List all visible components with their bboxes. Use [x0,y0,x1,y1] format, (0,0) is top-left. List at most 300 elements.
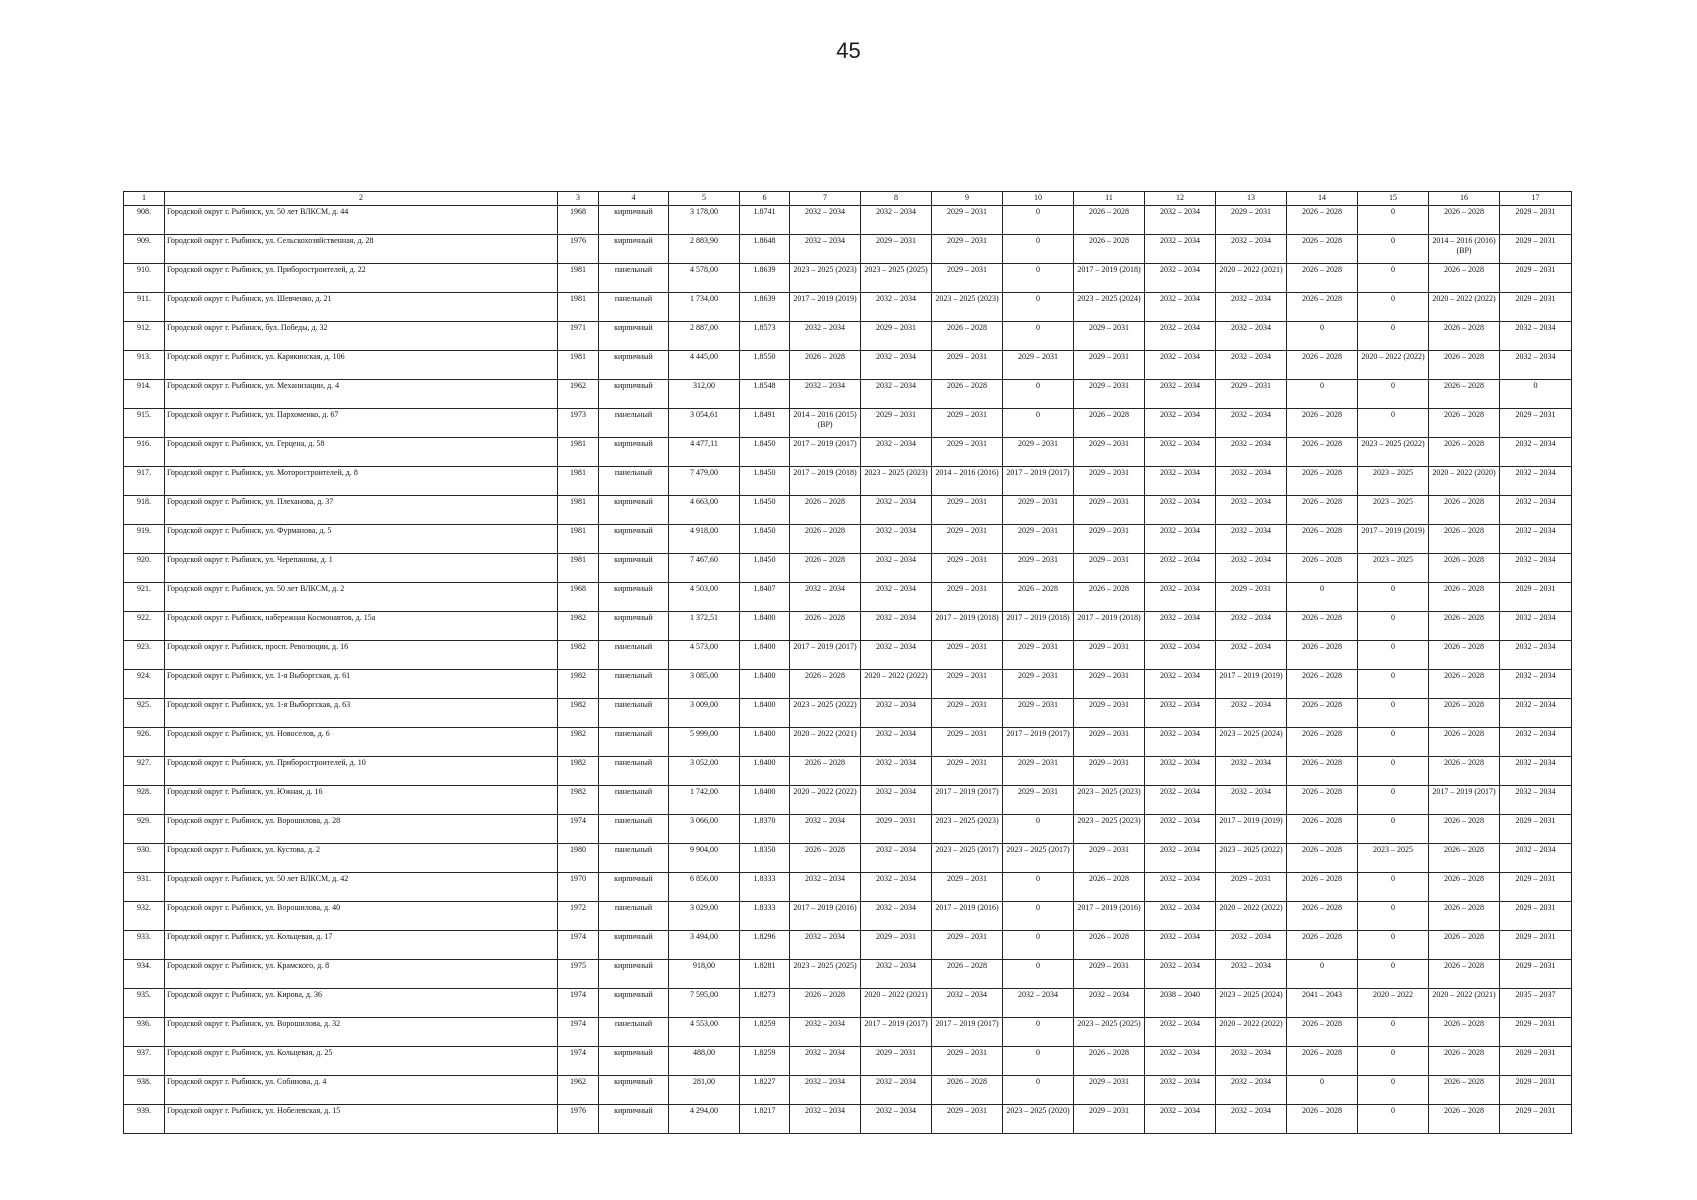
table-cell: 2032 – 2034 [1074,989,1145,1018]
table-cell: 2032 – 2034 [1145,699,1216,728]
table-cell: 2029 – 2031 [1500,1076,1572,1105]
table-cell: 2023 – 2025 (2023) [790,264,861,293]
table-cell: 2026 – 2028 [1429,206,1500,235]
table-cell: 2032 – 2034 [1216,931,1287,960]
table-cell: 0 [1003,1018,1074,1047]
table-cell: 1982 [558,699,599,728]
row-number-cell: 924. [124,670,165,699]
table-cell: 2032 – 2034 [1145,1076,1216,1105]
row-number-cell: 923. [124,641,165,670]
table-cell: 2029 – 2031 [1074,322,1145,351]
row-number-cell: 917. [124,467,165,496]
table-cell: 1.8450 [740,467,790,496]
table-cell: 0 [1287,960,1358,989]
table-cell: 2032 – 2034 [861,583,932,612]
table-cell: 2026 – 2028 [1429,525,1500,554]
table-cell: 2032 – 2034 [861,873,932,902]
table-row [124,322,1572,351]
table-cell: 0 [1358,322,1429,351]
table-cell: 2026 – 2028 [1429,380,1500,409]
table-cell: 1972 [558,902,599,931]
table-cell: 1974 [558,931,599,960]
table-cell: кирпичный [599,322,669,351]
table-cell: панельный [599,293,669,322]
table-cell: 2032 – 2034 [861,380,932,409]
table-cell: 2023 – 2025 (2025) [1074,1018,1145,1047]
row-number-cell: 932. [124,902,165,931]
table-cell: 2017 – 2019 (2016) [790,902,861,931]
table-cell: 2029 – 2031 [932,757,1003,786]
table-row [124,293,1572,322]
column-number-row [124,192,1572,206]
table-cell: 2029 – 2031 [932,583,1003,612]
table-cell: 2023 – 2025 (2025) [790,960,861,989]
table-cell: 2029 – 2031 [1003,757,1074,786]
table-cell: 1.8400 [740,728,790,757]
table-cell: 2029 – 2031 [1500,931,1572,960]
table-row [124,1076,1572,1105]
table-cell: кирпичный [599,525,669,554]
table-cell: 2029 – 2031 [1500,1105,1572,1134]
table-cell: 2032 – 2034 [1500,786,1572,815]
table-cell: 2026 – 2028 [1074,235,1145,264]
table-cell: 2023 – 2025 (2022) [1216,844,1287,873]
table-cell: 2026 – 2028 [1287,525,1358,554]
table-cell: 2014 – 2016 (2016) [932,467,1003,496]
table-cell: 2029 – 2031 [1216,873,1287,902]
table-cell: 4 477,11 [669,438,740,467]
table-cell: 0 [1003,902,1074,931]
table-cell: 2032 – 2034 [1145,467,1216,496]
table-cell: 1 734,00 [669,293,740,322]
table-cell: 2026 – 2028 [1429,960,1500,989]
table-cell: 3 178,00 [669,206,740,235]
row-number-cell: 925. [124,699,165,728]
table-cell: 1981 [558,351,599,380]
table-cell: панельный [599,264,669,293]
table-cell: 4 663,00 [669,496,740,525]
table-cell: 2026 – 2028 [1429,844,1500,873]
table-cell: 0 [1358,670,1429,699]
table-cell: панельный [599,670,669,699]
table-cell: 2026 – 2028 [1287,902,1358,931]
table-cell: 2032 – 2034 [1216,1076,1287,1105]
row-number-cell: 926. [124,728,165,757]
table-cell: 2032 – 2034 [790,1047,861,1076]
column-number-header: 14 [1287,192,1358,206]
table-cell: 2032 – 2034 [861,554,932,583]
row-number-cell: 908. [124,206,165,235]
table-row [124,583,1572,612]
table-cell: 4 294,00 [669,1105,740,1134]
column-number-header: 9 [932,192,1003,206]
table-cell: 1 742,00 [669,786,740,815]
table-cell: 2032 – 2034 [1145,786,1216,815]
table-cell: 2026 – 2028 [1287,467,1358,496]
table-row [124,1047,1572,1076]
table-cell: 2023 – 2025 [1358,496,1429,525]
table-cell: 2032 – 2034 [1145,554,1216,583]
table-cell: 2029 – 2031 [1074,641,1145,670]
table-cell: 2032 – 2034 [1216,786,1287,815]
table-row [124,989,1572,1018]
table-cell: 2026 – 2028 [932,380,1003,409]
table-cell: 2029 – 2031 [932,728,1003,757]
table-cell: 2020 – 2022 (2022) [790,786,861,815]
table-cell: 2029 – 2031 [932,670,1003,699]
table-row [124,815,1572,844]
table-cell: 1.8259 [740,1018,790,1047]
table-cell: 2023 – 2025 [1358,554,1429,583]
table-cell: 1976 [558,235,599,264]
table-cell: 3 009,00 [669,699,740,728]
table-cell: 2026 – 2028 [1429,496,1500,525]
table-cell: 2020 – 2022 (2021) [790,728,861,757]
table-cell: 0 [1287,583,1358,612]
table-cell: 3 029,00 [669,902,740,931]
table-cell: 2029 – 2031 [1003,525,1074,554]
table-cell: 2032 – 2034 [861,206,932,235]
table-cell: 2032 – 2034 [1145,902,1216,931]
table-cell: 2029 – 2031 [1003,351,1074,380]
table-cell: 0 [1003,206,1074,235]
table-cell: 2023 – 2025 (2017) [1003,844,1074,873]
table-cell: 2029 – 2031 [1074,496,1145,525]
table-cell: 2026 – 2028 [790,351,861,380]
table-cell: 2032 – 2034 [1145,1018,1216,1047]
address-cell: Городской округ г. Рыбинск, ул. Ворошилова, д. 40 [165,902,558,931]
table-cell: 1982 [558,641,599,670]
table-cell: 488,00 [669,1047,740,1076]
address-cell: Городской округ г. Рыбинск, просп. Революции, д. 16 [165,641,558,670]
table-cell: кирпичный [599,931,669,960]
table-cell: 1.8639 [740,264,790,293]
table-cell: 2032 – 2034 [861,699,932,728]
row-number-cell: 928. [124,786,165,815]
address-cell: Городской округ г. Рыбинск, ул. Моторостроителей, д. 8 [165,467,558,496]
table-cell: 0 [1003,409,1074,438]
table-cell: 2032 – 2034 [1145,757,1216,786]
table-cell: 2026 – 2028 [1287,235,1358,264]
table-cell: 1.8400 [740,670,790,699]
table-cell: 2026 – 2028 [1429,554,1500,583]
table-cell: 3 494,00 [669,931,740,960]
table-cell: 2023 – 2025 (2020) [1003,1105,1074,1134]
table-cell: 0 [1358,1047,1429,1076]
table-cell: 2029 – 2031 [1500,264,1572,293]
table-cell: 2026 – 2028 [1429,1105,1500,1134]
table-cell: 1968 [558,206,599,235]
table-cell: 2020 – 2022 (2020) [1429,467,1500,496]
table-cell: 2029 – 2031 [1216,380,1287,409]
table-cell: 0 [1358,235,1429,264]
table-cell: 0 [1358,612,1429,641]
table-cell: 2029 – 2031 [932,351,1003,380]
table-cell: 2032 – 2034 [1145,583,1216,612]
table-cell: 2026 – 2028 [1429,757,1500,786]
table-cell: 2026 – 2028 [1429,1047,1500,1076]
table-cell: 2026 – 2028 [1287,612,1358,641]
table-cell: 1.8491 [740,409,790,438]
table-row [124,235,1572,264]
table-cell: 2029 – 2031 [1500,293,1572,322]
table-cell: 3 052,00 [669,757,740,786]
table-cell: 2020 – 2022 (2022) [1216,1018,1287,1047]
table-cell: панельный [599,844,669,873]
table-cell: 2014 – 2016 (2016) (ВР) [1429,235,1500,264]
table-cell: 2032 – 2034 [1216,525,1287,554]
table-cell: кирпичный [599,960,669,989]
table-cell: 2026 – 2028 [1429,264,1500,293]
table-cell: 2029 – 2031 [1500,960,1572,989]
table-cell: кирпичный [599,438,669,467]
table-cell: кирпичный [599,496,669,525]
table-cell: 2032 – 2034 [1145,438,1216,467]
row-number-cell: 909. [124,235,165,264]
table-cell: 2032 – 2034 [1216,1047,1287,1076]
table-cell: 2038 – 2040 [1145,989,1216,1018]
table-cell: 1.8227 [740,1076,790,1105]
table-cell: 2032 – 2034 [861,728,932,757]
address-cell: Городской округ г. Рыбинск, ул. Приборостроителей, д. 10 [165,757,558,786]
table-cell: 2029 – 2031 [932,699,1003,728]
table-cell: 2032 – 2034 [790,235,861,264]
table-cell: 2026 – 2028 [1287,1018,1358,1047]
table-row [124,409,1572,438]
table-row [124,467,1572,496]
table-cell: 2023 – 2025 [1358,467,1429,496]
table-row [124,206,1572,235]
table-cell: 1982 [558,786,599,815]
table-cell: 1968 [558,583,599,612]
table-cell: 0 [1358,786,1429,815]
table-cell: 2023 – 2025 (2022) [1358,438,1429,467]
table-cell: 2017 – 2019 (2018) [790,467,861,496]
table-cell: 2029 – 2031 [932,264,1003,293]
table-cell: 2026 – 2028 [1287,438,1358,467]
address-cell: Городской округ г. Рыбинск, ул. 1-я Выборгская, д. 61 [165,670,558,699]
table-cell: 2029 – 2031 [1074,438,1145,467]
table-cell: кирпичный [599,1047,669,1076]
table-cell: 2032 – 2034 [1216,496,1287,525]
table-cell: кирпичный [599,583,669,612]
table-cell: 2032 – 2034 [1500,496,1572,525]
table-row [124,960,1572,989]
table-cell: 2029 – 2031 [1003,786,1074,815]
table-cell: 2029 – 2031 [932,235,1003,264]
table-cell: 2023 – 2025 (2017) [932,844,1003,873]
table-cell: 1.8407 [740,583,790,612]
table-row [124,902,1572,931]
table-cell: 0 [1358,264,1429,293]
table-cell: 2032 – 2034 [790,322,861,351]
table-cell: 0 [1003,235,1074,264]
table-cell: 2020 – 2022 (2022) [1358,351,1429,380]
table-cell: 2026 – 2028 [1003,583,1074,612]
table-cell: 1975 [558,960,599,989]
table-cell: кирпичный [599,235,669,264]
table-cell: 2023 – 2025 [1358,844,1429,873]
table-cell: 2023 – 2025 (2023) [932,815,1003,844]
table-cell: 2032 – 2034 [861,351,932,380]
table-cell: 2032 – 2034 [1500,322,1572,351]
row-number-cell: 911. [124,293,165,322]
row-number-cell: 927. [124,757,165,786]
table-cell: 2029 – 2031 [1500,409,1572,438]
table-row [124,670,1572,699]
address-cell: Городской округ г. Рыбинск, ул. Кольцевая, д. 17 [165,931,558,960]
table-cell: 2029 – 2031 [1500,1047,1572,1076]
table-cell: 2032 – 2034 [1500,525,1572,554]
table-cell: 1.8296 [740,931,790,960]
table-cell: 0 [1358,380,1429,409]
table-cell: 2032 – 2034 [1145,612,1216,641]
table-cell: 1.8548 [740,380,790,409]
table-cell: 1982 [558,670,599,699]
table-cell: 2029 – 2031 [1074,699,1145,728]
table-row [124,728,1572,757]
table-cell: 3 054,61 [669,409,740,438]
table-cell: 2026 – 2028 [1429,641,1500,670]
table-cell: 2029 – 2031 [1500,235,1572,264]
table-cell: 2026 – 2028 [1429,931,1500,960]
table-cell: 0 [1003,873,1074,902]
row-number-cell: 921. [124,583,165,612]
table-cell: 4 573,00 [669,641,740,670]
table-cell: 2032 – 2034 [1216,699,1287,728]
table-cell: 1981 [558,525,599,554]
column-number-header: 16 [1429,192,1500,206]
table-cell: 918,00 [669,960,740,989]
table-cell: 2026 – 2028 [1074,409,1145,438]
table-cell: 1.8400 [740,612,790,641]
table-cell: 0 [1003,931,1074,960]
table-cell: 2020 – 2022 (2022) [1216,902,1287,931]
table-cell: 2032 – 2034 [790,1105,861,1134]
row-number-cell: 935. [124,989,165,1018]
table-cell: кирпичный [599,1105,669,1134]
table-cell: 2017 – 2019 (2017) [932,1018,1003,1047]
table-cell: кирпичный [599,380,669,409]
table-cell: 1.8450 [740,438,790,467]
table-cell: 2029 – 2031 [1074,728,1145,757]
column-number-header: 3 [558,192,599,206]
table-cell: 2017 – 2019 (2017) [790,641,861,670]
row-number-cell: 937. [124,1047,165,1076]
table-cell: панельный [599,699,669,728]
table-cell: 1.8400 [740,786,790,815]
table-cell: 2029 – 2031 [1003,438,1074,467]
row-number-cell: 922. [124,612,165,641]
address-cell: Городской округ г. Рыбинск, ул. Кустова, д. 2 [165,844,558,873]
table-cell: 0 [1358,1105,1429,1134]
table-cell: 2032 – 2034 [861,786,932,815]
table-cell: 2026 – 2028 [1287,931,1358,960]
table-cell: 2032 – 2034 [1145,873,1216,902]
table-cell: 2032 – 2034 [1145,322,1216,351]
table-cell: 2032 – 2034 [861,496,932,525]
table-cell: 1.8400 [740,757,790,786]
table-cell: 2029 – 2031 [1500,206,1572,235]
table-cell: 2032 – 2034 [1216,1105,1287,1134]
table-cell: 2029 – 2031 [861,815,932,844]
table-cell: кирпичный [599,1076,669,1105]
table-cell: 2017 – 2019 (2019) [1358,525,1429,554]
table-cell: 0 [1358,206,1429,235]
table-cell: 0 [1358,902,1429,931]
table-cell: 2026 – 2028 [1429,728,1500,757]
column-number-header: 11 [1074,192,1145,206]
table-cell: 2029 – 2031 [1500,583,1572,612]
table-cell: 2026 – 2028 [1429,699,1500,728]
table-cell: 2029 – 2031 [1003,641,1074,670]
table-cell: 2023 – 2025 (2024) [1074,293,1145,322]
table-cell: 2032 – 2034 [1500,844,1572,873]
table-cell: 2035 – 2037 [1500,989,1572,1018]
address-cell: Городской округ г. Рыбинск, ул. Ворошилова, д. 32 [165,1018,558,1047]
table-cell: 4 918,00 [669,525,740,554]
table-cell: 2032 – 2034 [1500,467,1572,496]
table-cell: панельный [599,467,669,496]
table-cell: 2017 – 2019 (2018) [1003,612,1074,641]
table-cell: 2029 – 2031 [861,409,932,438]
address-cell: Городской округ г. Рыбинск, ул. Сельскохозяйственная, д. 28 [165,235,558,264]
table-row [124,351,1572,380]
table-cell: 2032 – 2034 [1500,728,1572,757]
table-cell: 2 887,00 [669,322,740,351]
table-cell: 2020 – 2022 [1358,989,1429,1018]
table-cell: 2020 – 2022 (2022) [1429,293,1500,322]
table-row [124,554,1572,583]
table-cell: 2029 – 2031 [1074,1076,1145,1105]
table-cell: 2032 – 2034 [1145,496,1216,525]
address-cell: Городской округ г. Рыбинск, набережная Космонавтов, д. 15а [165,612,558,641]
table-cell: панельный [599,815,669,844]
table-cell: 2029 – 2031 [1500,815,1572,844]
table-cell: 2026 – 2028 [1429,873,1500,902]
table-cell: 2032 – 2034 [1216,641,1287,670]
table-cell: 2029 – 2031 [932,931,1003,960]
table-cell: 2032 – 2034 [1500,351,1572,380]
table-cell: 2029 – 2031 [861,1047,932,1076]
table-cell: 2017 – 2019 (2019) [790,293,861,322]
table-cell: 2023 – 2025 (2025) [861,264,932,293]
table-cell: 2020 – 2022 (2021) [861,989,932,1018]
table-cell: 1981 [558,264,599,293]
row-number-cell: 933. [124,931,165,960]
table-cell: 2032 – 2034 [1500,757,1572,786]
table-cell: 2032 – 2034 [1145,235,1216,264]
table-cell: 0 [1358,757,1429,786]
row-number-cell: 912. [124,322,165,351]
table-cell: 1.8741 [740,206,790,235]
table-cell: 4 578,00 [669,264,740,293]
table-row [124,757,1572,786]
table-cell: 2014 – 2016 (2015) (ВР) [790,409,861,438]
table-cell: 1974 [558,815,599,844]
table-cell: 1.8273 [740,989,790,1018]
table-cell: 0 [1358,409,1429,438]
table-cell: 2032 – 2034 [790,1076,861,1105]
table-cell: 0 [1358,293,1429,322]
table-cell: 1962 [558,1076,599,1105]
table-cell: 2026 – 2028 [1287,351,1358,380]
table-cell: 2029 – 2031 [1074,525,1145,554]
address-cell: Городской округ г. Рыбинск, бул. Победы, д. 32 [165,322,558,351]
table-cell: 2029 – 2031 [861,235,932,264]
table-cell: 312,00 [669,380,740,409]
table-cell: 2029 – 2031 [1003,496,1074,525]
